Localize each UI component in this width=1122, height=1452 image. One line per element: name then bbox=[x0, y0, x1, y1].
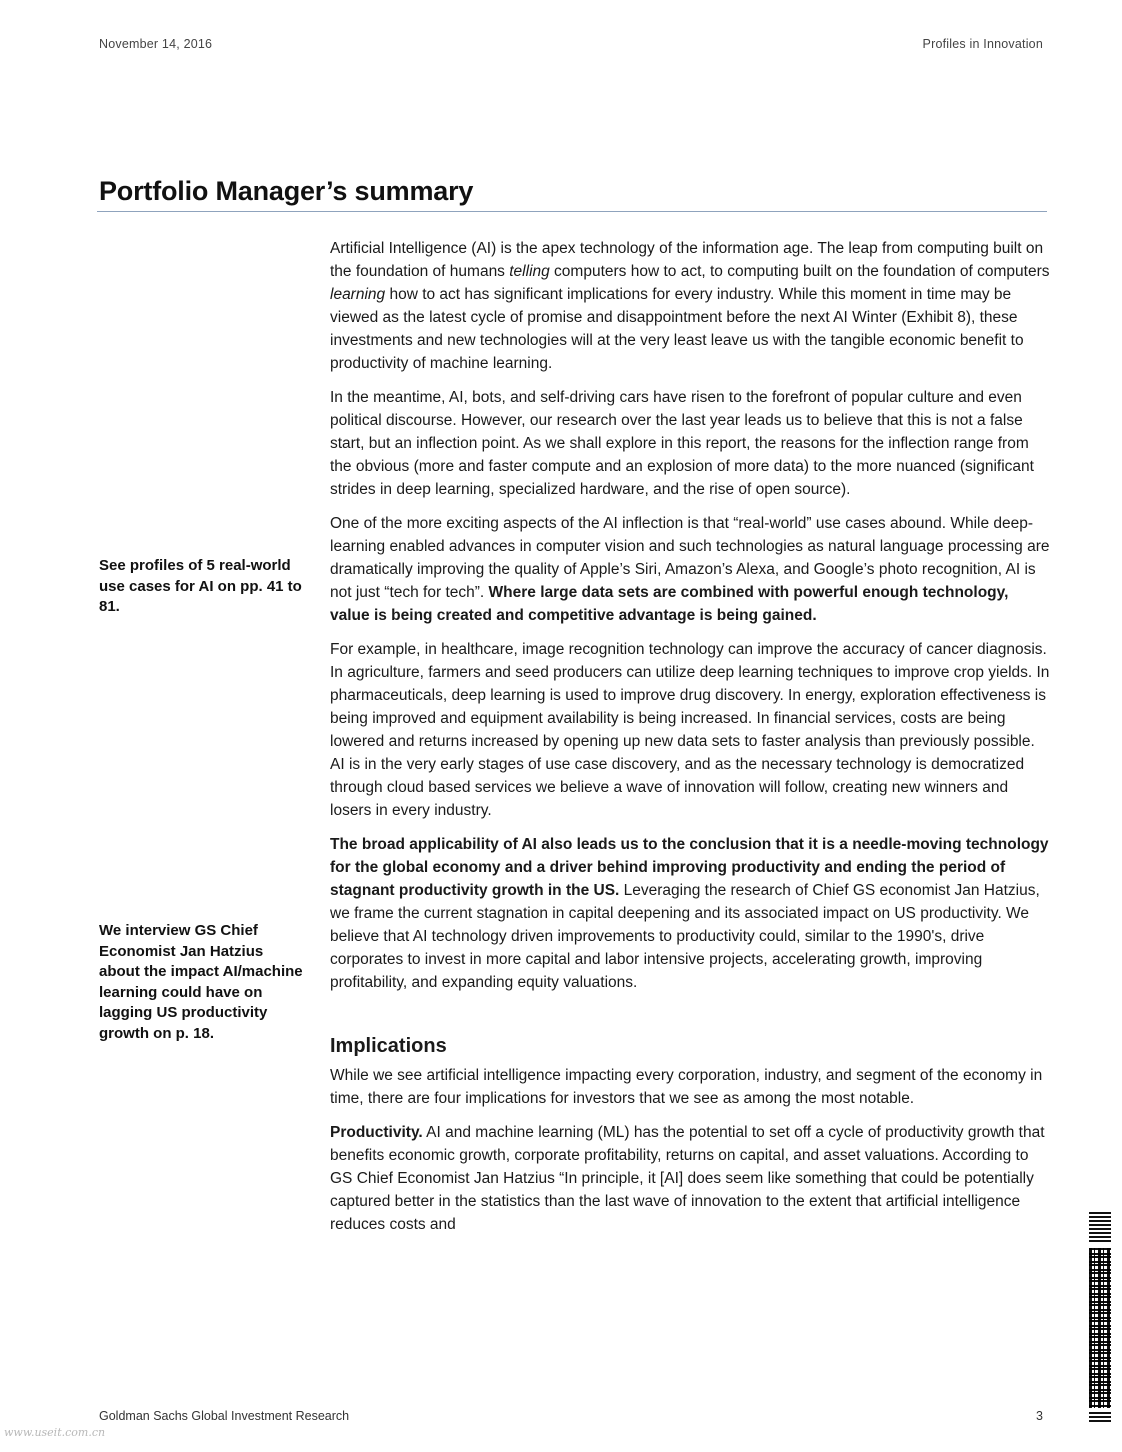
barcode-lines-top bbox=[1089, 1212, 1111, 1244]
qr-code-icon bbox=[1089, 1212, 1111, 1424]
paragraph-implications-intro: While we see artificial intelligence impacting every corporation, industry, and segment of the economy in time, there are four implications for investors that we see as among the most notable. bbox=[330, 1067, 1043, 1107]
section-heading-implications: Implications bbox=[330, 1035, 447, 1057]
page-number: 3 bbox=[1036, 1409, 1043, 1423]
watermark: www.useit.com.cn bbox=[4, 1426, 106, 1439]
sidebar-note-use-cases: See profiles of 5 real-world use cases for AI on pp. 41 to 81. bbox=[99, 557, 302, 615]
sidebar-note-hatzius-interview: We interview GS Chief Economist Jan Hatzius about the impact AI/machine learning could have on lagging US productivity growth on p. 18. bbox=[99, 922, 303, 1042]
header-series-title: Profiles in Innovation bbox=[922, 37, 1043, 51]
footer-publisher: Goldman Sachs Global Investment Research bbox=[99, 1409, 350, 1423]
paragraph-examples: For example, in healthcare, image recognition technology can improve the accuracy of cancer diagnosis. In agriculture, farmers and seed producers can utilize deep learning techniques to improve crop yields. In pharmaceuticals, deep learning is used to improve drug discovery. In energy, exploration effectiveness is being improved and equipment availability is being increased. In financial services, costs are being lowered and returns increased by opening up new data sets to faster analysis than previously possible. AI is in the very early stages of use case discovery, and as the necessary technology is democratized through cloud based services we believe a wave of innovation will follow, creating new winners and losers in every industry. bbox=[330, 641, 1050, 819]
paragraph-inflection: In the meantime, AI, bots, and self-driving cars have risen to the forefront of popular culture and even political discourse. However, our research over the last year leads us to believe that this is not a false start, but an inflection point. As we shall explore in this report, the reasons for the inflection range from the obvious (more and faster compute and an explosion of more data) to the more nuanced (significant strides in deep learning, specialized hardware, and the rise of open source). bbox=[330, 389, 1034, 498]
paragraph-use-cases: One of the more exciting aspects of the AI inflection is that “real-world” use cases abound. While deep-learning enabled advances in computer vision and such technologies as natural language processing are dramatically improving the quality of Apple’s Siri, Amazon’s Alexa, and Google’s photo recognition, AI is not just “tech for tech”. Where large data sets are combined with powerful enough technology, value is being created and competitive advantage is being gained. bbox=[330, 515, 1050, 624]
paragraph-intro: Artificial Intelligence (AI) is the apex technology of the information age. The leap from computing built on the foundation of humans telling computers how to act, to computing built on the foundation of computers learning how to act has significant implications for every industry. While this moment in time may be viewed as the latest cycle of promise and disappointment before the next AI Winter (Exhibit 8), these investments and new technologies will at the very least leave us with the tangible economic benefit to productivity of machine learning. bbox=[330, 240, 1050, 372]
main-body bbox=[330, 237, 1052, 1247]
qr-pattern bbox=[1089, 1248, 1111, 1408]
paragraph-productivity-thesis: The broad applicability of AI also leads us to the conclusion that it is a needle-moving technology for the global economy and a driver behind improving productivity and ending the period of stagnant productivity growth in the US. Leveraging the research of Chief GS economist Jan Hatzius, we frame the current stagnation in capital deepening and its associated impact on US productivity. We believe that AI technology driven improvements to productivity could, similar to the 1990's, drive corporates to invest in more capital and labor intensive projects, accelerating growth, improving profitability, and expanding equity valuations. bbox=[330, 836, 1049, 991]
page-title: Portfolio Manager’s summary bbox=[99, 176, 474, 206]
barcode-lines-bottom bbox=[1089, 1412, 1111, 1424]
header-date: November 14, 2016 bbox=[99, 37, 213, 51]
title-divider bbox=[97, 211, 1047, 212]
paragraph-productivity: Productivity. AI and machine learning (ML) has the potential to set off a cycle of productivity growth that benefits economic growth, corporate profitability, returns on capital, and asset valuations. According to GS Chief Economist Jan Hatzius “In principle, it [AI] does seem like something that could be potentially captured better in the statistics than the last wave of innovation to the extent that artificial intelligence reduces costs and bbox=[330, 1124, 1045, 1233]
